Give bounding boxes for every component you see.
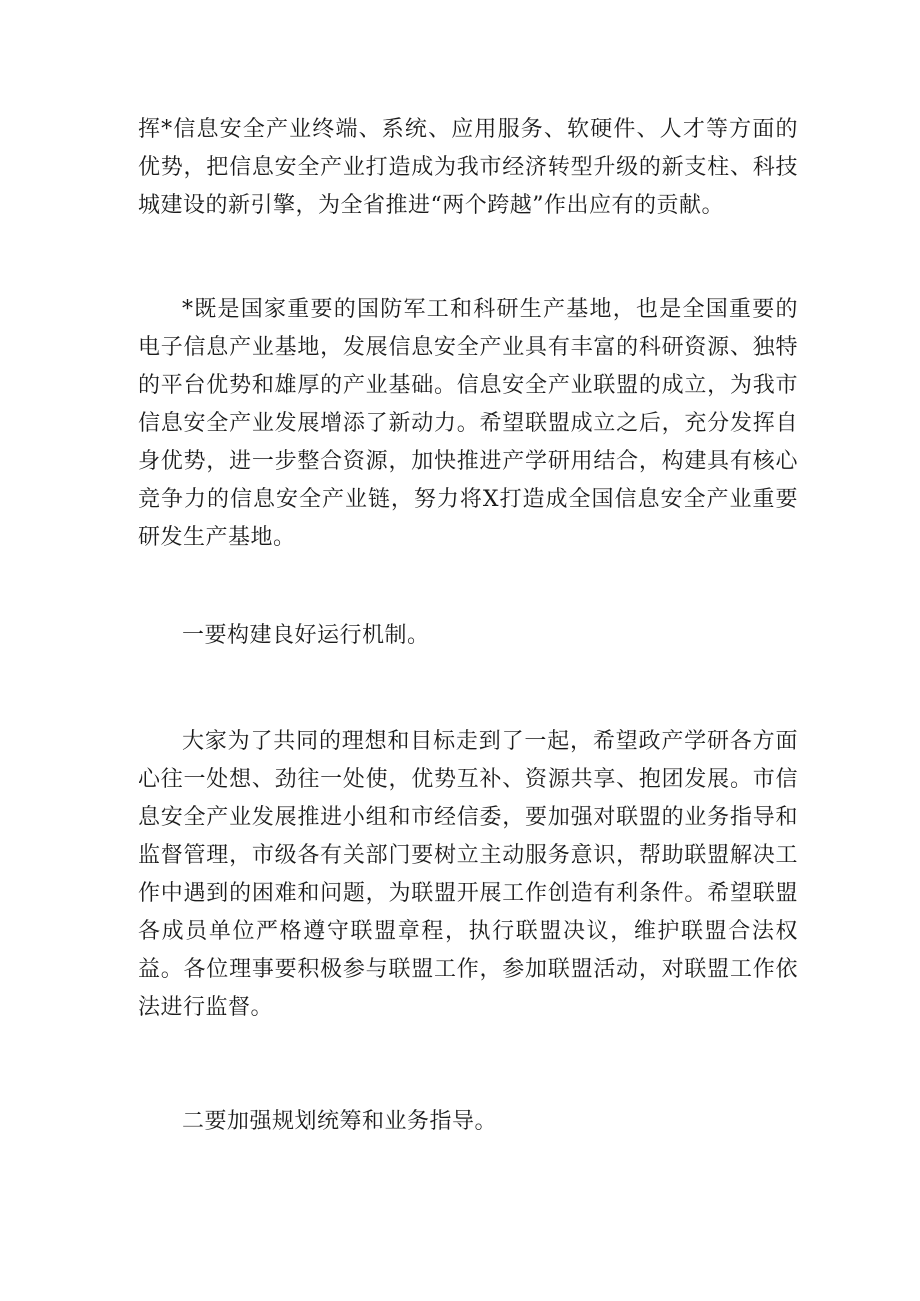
paragraph-heading-mechanism: 一要构建良好运行机制。 (182, 623, 430, 648)
paragraph-mechanism-body: 大家为了共同的理想和目标走到了一起，希望政产学研各方面心往一处想、劲往一处使，优势互补、资源共享、抱团发展。市信息安全产业发展推进小组和市经信委，要加强对联盟的业务指导和监督管理，市级各有关部门要树立主动服务意识，帮助联盟解决工作中遇到的困难和问题，为联盟开展工作创造有利条件。希望联盟各成员单位严格遵守联盟章程，执行联盟决议，维护联盟合法权益。各位理事要积极参与联盟工作，参加联盟活动，对联盟工作依法进行监督。 (138, 729, 798, 1020)
paragraph-base-overview: *既是国家重要的国防军工和科研生产基地，也是全国重要的电子信息产业基地，发展信息安全产业具有丰富的科研资源、独特的平台优势和雄厚的产业基础。信息安全产业联盟的成立，为我市信息安全产业发展增添了新动力。希望联盟成立之后，充分发挥自身优势，进一步整合资源，加快推进产学研用结合，构建具有核心竞争力的信息安全产业链，努力将X打造成全国信息安全产业重要研发生产基地。 (138, 297, 798, 550)
paragraph-heading-planning: 二要加强规划统筹和业务指导。 (182, 1109, 498, 1134)
paragraph-continuation: 挥*信息安全产业终端、系统、应用服务、软硬件、人才等方面的优势，把信息安全产业打造成为我市经济转型升级的新支柱、科技城建设的新引擎，为全省推进“两个跨越”作出应有的贡献。 (138, 117, 798, 218)
